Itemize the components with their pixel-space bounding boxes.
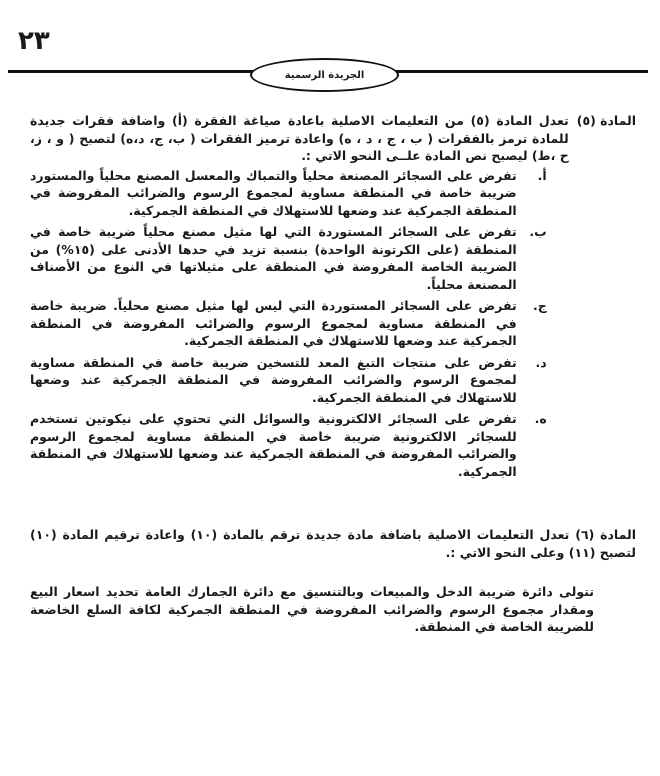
item-text: تفرض على السجائر الالكترونية والسوائل التي تحتوي على نيكوتين تستخدم للسجائر الالكترونية ضريبة خاصة في المنطقة مساوية لمجموع الرسوم والضرائب المفروضة في المنطقة الجمركية عند وضعها للاستهلاك في المنطقة الجمركية. [30, 411, 517, 479]
list-item [30, 167, 547, 220]
page-number: ٢٣ [18, 26, 50, 56]
list-item [30, 354, 547, 407]
item-text: تفرض على السجائر المصنعة محلياً والتمباك والمعسل المصنع محلياً والمستورد ضريبة خاصة في المنطقة مساوية لمجموع الرسوم والضرائب المفروضة في المنطقة الجمركية عند وضعها للاستهلاك في المنطقة الجمركية. [30, 167, 517, 218]
article-5-intro: تعدل المادة (٥) من التعليمات الاصلية باعادة صياغة الفقرة (أ) واضافة فقرات جديدة للمادة ترمز بالفقرات ( ب ، ج ، د ، ه) واعادة ترميز الفقرات ( ب، ج، د،ه) لتصبح ( و ، ز، ح ،ط) ليصبح نص المادة علــى النحو الاتي :. [30, 113, 569, 163]
item-text: تفرض على السجائر المستوردة التي لها مثيل مصنع محلياً ضريبة خاصة في المنطقة (على الكرتونة الواحدة) بنسبة تزيد في حدها الأدنى على (١٥%) من الضريبة الخاصة المفروضة في المنطقة على مثيلاتها في النوع من الأصناف المصنعة محلياً. [30, 224, 517, 292]
article-5 [30, 112, 636, 484]
article-5-label: المادة (٥) [576, 113, 636, 128]
item-letter: د. [535, 354, 547, 370]
document-body [30, 112, 636, 636]
item-text: تفرض على منتجات التبغ المعد للتسخين ضريبة خاصة في المنطقة مساوية لمجموع الرسوم والضرائب المفروضة في المنطقة الجمركية عند وضعها للاستهلاك في المنطقة الجمركية. [30, 354, 517, 405]
item-letter: ب. [529, 224, 547, 239]
article-6-new-text: تتولى دائرة ضريبة الدخل والمبيعات وبالتنسيق مع دائرة الجمارك العامة تحديد اسعار البيع ومقدار مجموع الرسوم والضرائب المفروضة في المنطقة الجمركية لكافة السلع الخاضعة للضريبة الخاصة في المنطقة. [30, 584, 594, 634]
item-letter: ج. [532, 298, 547, 313]
article-6-label: المادة (٦) [575, 527, 636, 542]
article-5-body [30, 112, 569, 484]
article-5-items [30, 167, 547, 481]
list-item [30, 297, 547, 350]
gazette-title-badge [250, 58, 399, 92]
item-text: تفرض على السجائر المستوردة التي ليس لها مثيل مصنع محلياً. ضريبة خاصة في المنطقة مساوية لمجموع الرسوم والضرائب المفروضة في المنطقة الجمركية عند وضعها للاستهلاك في المنطقة الجمركية. [30, 298, 517, 348]
list-item [30, 410, 547, 480]
article-6-text: تعدل التعليمات الاصلية باضافة مادة جديدة ترقم بالمادة (١٠) واعادة ترقيم المادة (١٠) لتصبح (١١) وعلى النحو الاتي :. [30, 527, 636, 560]
article-6-body [30, 526, 636, 561]
gazette-title: الجريدة الرسمية [284, 69, 365, 81]
item-letter: ه. [534, 411, 547, 426]
list-item [30, 223, 547, 293]
item-letter: أ. [537, 167, 547, 183]
article-6 [30, 526, 636, 561]
